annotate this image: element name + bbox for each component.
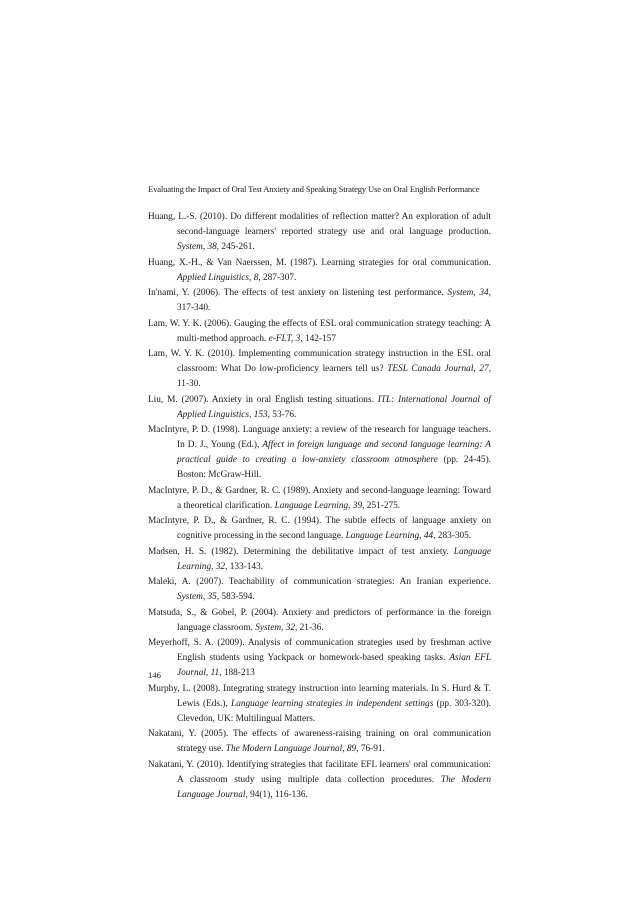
reference-text: Liu, M. (2007). Anxiety in oral English testing situations. [148, 394, 378, 405]
reference-text: MacIntyre, P. D., & Gardner, R. C. (1994). The subtle effects of language anxiety on cognitive processing in the second language. [148, 516, 491, 541]
reference-entry [148, 256, 491, 286]
reference-entry [148, 423, 491, 483]
reference-text: , 188-213 [219, 668, 255, 678]
reference-text: In'nami, Y. (2006). The effects of test anxiety on listening test performance. [148, 288, 448, 298]
reference-source: Language Learning, 39 [274, 500, 363, 511]
reference-text: Nakatani, Y. (2010). Identifying strategies that facilitate EFL learners' oral communication: A classroom study using multiple data collection procedures. [148, 759, 491, 785]
reference-entry [148, 606, 491, 636]
reference-text: , 94(1), 116-136. [245, 789, 308, 800]
reference-entry [148, 484, 491, 514]
reference-text: Nakatani, Y. (2005). The effects of awareness-raising training on oral communication strategy use. [148, 729, 491, 754]
reference-source: The Modern Language Journal, 89 [225, 744, 357, 754]
reference-text: Lam, W. Y. K. (2010). Implementing communication strategy instruction in the ESL oral classroom: What Do low-proficiency learners tell us? [148, 349, 491, 374]
reference-entry [148, 514, 491, 544]
running-header: Evaluating the Impact of Oral Test Anxiety and Speaking Strategy Use on Oral English Performance [148, 184, 480, 194]
reference-text: , 142-157 [300, 333, 336, 344]
reference-text: , 11-30. [177, 364, 492, 389]
reference-source: e-FLT, 3 [268, 333, 301, 344]
reference-entry [148, 286, 491, 316]
reference-text: Huang, L.-S. (2010). Do different modalities of reflection matter? An exploration of adult second-language learners' reported strategy use and oral language production. [148, 212, 491, 237]
reference-text: , 283-305. [433, 531, 472, 541]
reference-text: MacIntyre, P. D. (1998). Language anxiety: a review of the research for language teachers. In D. J., Young (Ed.), [148, 425, 491, 450]
reference-source: System, 38 [177, 242, 217, 252]
reference-entry [148, 682, 491, 727]
reference-text: (pp. 24-45). Boston: McGraw-Hill. [177, 455, 491, 480]
reference-entry [148, 636, 491, 681]
reference-source: System, 32 [255, 622, 295, 633]
reference-text: , 245-261. [216, 242, 255, 252]
reference-source: Affect in foreign language and second language learning: A practical guide to creating a low-anxiety classroom atmosphere [177, 440, 491, 465]
reference-source: Asian EFL Journal, 11 [177, 653, 492, 678]
reference-text: , 251-275. [362, 500, 401, 511]
reference-text: Madsen, H. S. (1982). Determining the debilitative impact of test anxiety. [148, 546, 454, 557]
reference-source: System, 35 [177, 592, 217, 602]
reference-entry [148, 317, 491, 347]
reference-entry [148, 393, 491, 423]
reference-text: , 317-340. [177, 288, 491, 313]
reference-list [148, 210, 491, 803]
reference-source: TESL Canada Journal, 27 [387, 364, 489, 374]
reference-entry [148, 545, 491, 575]
reference-source: ITL: International Journal of Applied Linguistics, 153 [177, 394, 491, 420]
reference-source: Language learning strategies in independent settings [231, 698, 434, 709]
reference-text: , 583-594. [216, 592, 255, 602]
reference-source: The Modern Language Journal [177, 774, 491, 800]
reference-text: , 287-307. [258, 272, 297, 283]
reference-entry [148, 758, 491, 803]
reference-text: Murphy, L. (2008). Integrating strategy instruction into learning materials. In S. Hurd & T. Lewis (Eds.), [148, 683, 491, 709]
reference-entry [148, 575, 491, 605]
reference-text: (pp. 303-320). Clevedon, UK: Multilingual Matters. [177, 698, 491, 724]
reference-text: Meyerhoff, S. A. (2009). Analysis of communication strategies used by freshman active English students using Yackpack or homework-based speaking tasks. [148, 638, 491, 663]
page-number: 146 [148, 670, 161, 680]
reference-text: Matsuda, S., & Gobel, P. (2004). Anxiety and predictors of performance in the foreign language classroom. [148, 607, 491, 633]
reference-entry [148, 210, 491, 255]
reference-text: , 76-91. [356, 744, 385, 754]
reference-text: , 133-143. [225, 561, 264, 572]
reference-text: , 53-76. [267, 409, 297, 420]
reference-source: Language Learning, 32 [177, 546, 491, 572]
reference-source: System, 34 [447, 288, 489, 298]
reference-text: , 21-36. [295, 622, 324, 633]
reference-text: MacIntyre, P. D., & Gardner, R. C. (1989). Anxiety and second-language learning: Toward a theoretical clarification. [148, 485, 491, 511]
reference-source: Applied Linguistics, 8 [177, 272, 259, 283]
reference-text: Huang, X.-H., & Van Naerssen, M. (1987). Learning strategies for oral communication. [148, 257, 491, 268]
reference-text: Maleki, A. (2007). Teachability of communication strategies: An Iranian experience. [148, 577, 491, 587]
reference-source: Language Learning, 44 [345, 531, 434, 541]
reference-entry [148, 347, 491, 392]
reference-entry [148, 727, 491, 757]
reference-text: Lam, W. Y. K. (2006). Gauging the effects of ESL oral communication strategy teaching: A multi-method approach. [148, 318, 491, 344]
